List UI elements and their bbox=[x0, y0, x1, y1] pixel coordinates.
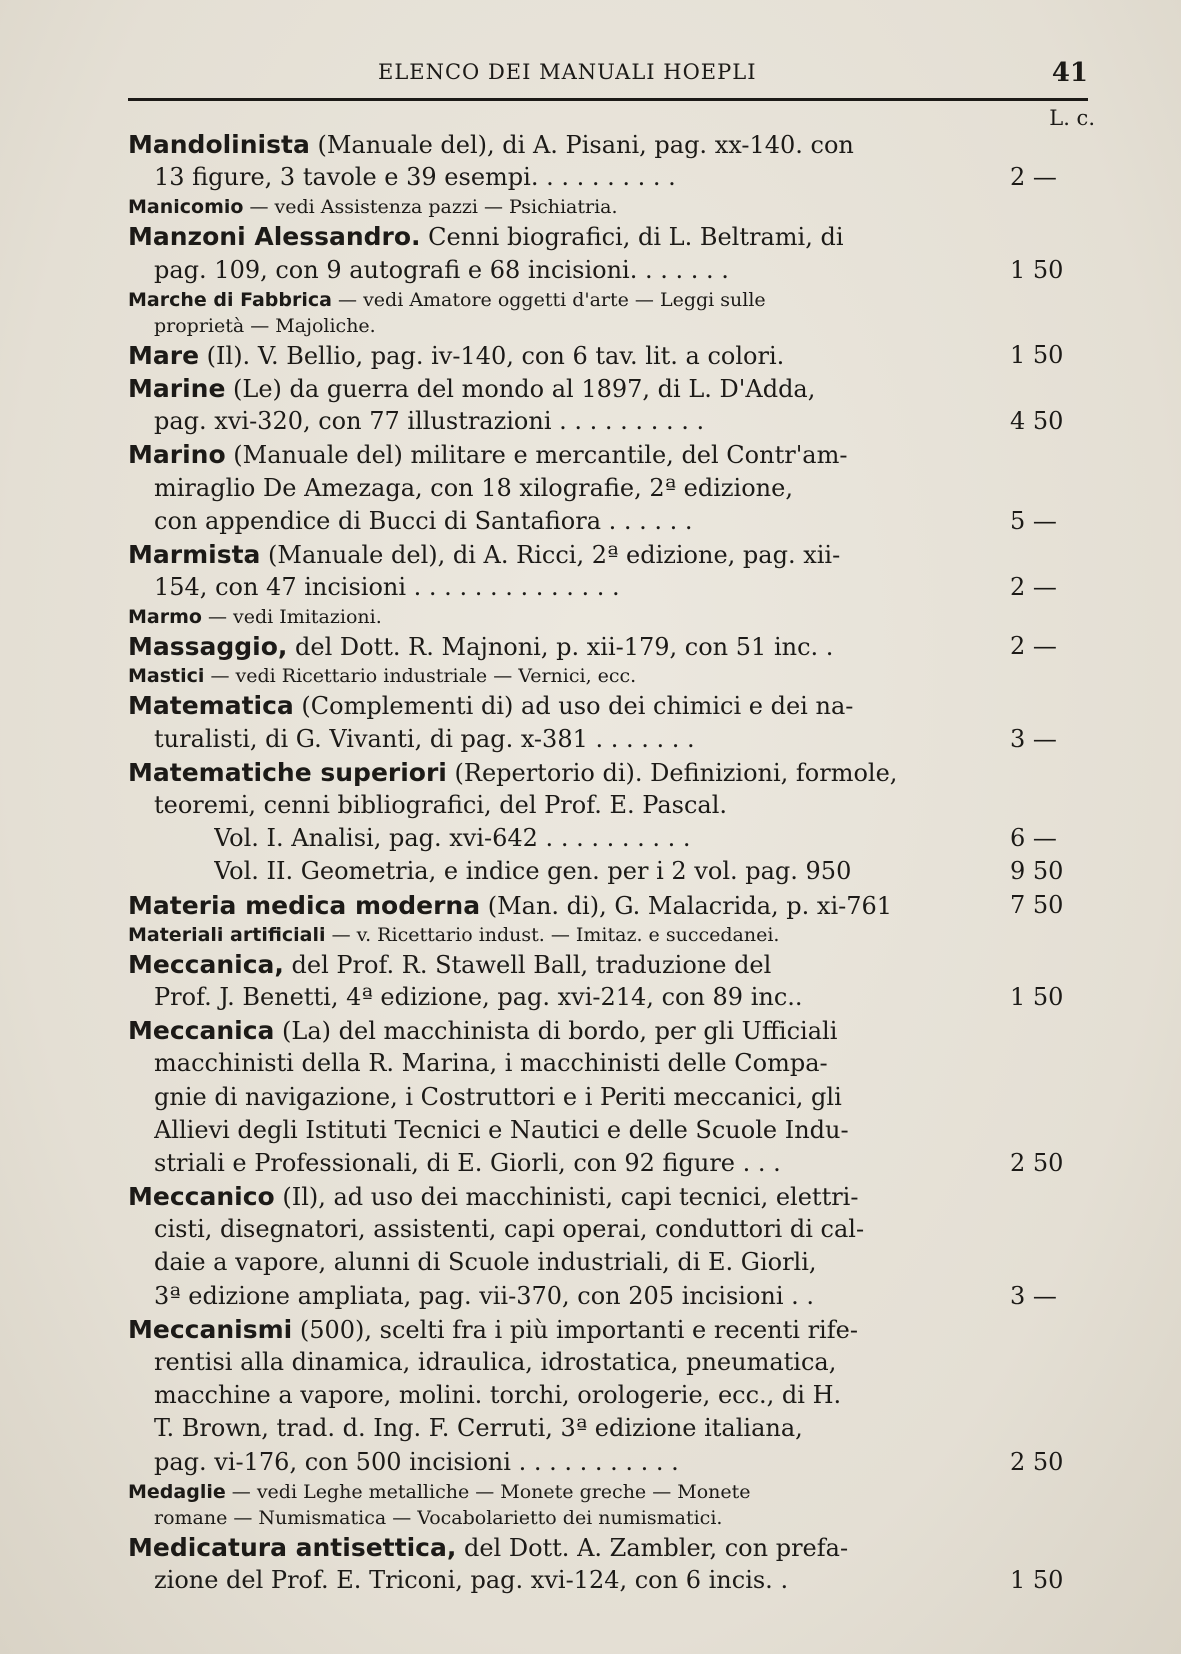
entry-body: (Il), ad uso dei macchinisti, capi tecnici, elettri- bbox=[274, 1183, 859, 1212]
header-rule bbox=[128, 98, 1088, 101]
entry-text bbox=[128, 287, 766, 313]
entry-list bbox=[128, 128, 1088, 1597]
entry-text bbox=[154, 1081, 842, 1114]
page-number: 41 bbox=[1051, 58, 1088, 88]
entry-line bbox=[128, 1531, 1088, 1564]
entry-line bbox=[128, 1147, 1088, 1180]
catalog-entry bbox=[128, 438, 1088, 538]
entry-body: del Dott. R. Majnoni, p. xii-179, con 51 inc. . bbox=[287, 633, 834, 662]
entry-line bbox=[128, 889, 1088, 922]
entry-headword: Marmo bbox=[128, 606, 202, 629]
entry-text bbox=[128, 538, 840, 571]
entry-text bbox=[128, 889, 892, 922]
entry-price: 2 — bbox=[1010, 632, 1057, 661]
entry-headword: Manzoni Alessandro. bbox=[128, 222, 421, 252]
catalog-entry bbox=[128, 1180, 1088, 1313]
entry-text bbox=[154, 1564, 788, 1597]
entry-line bbox=[128, 1213, 1088, 1246]
entry-body: macchinisti della R. Marina, i macchinisti delle Compa- bbox=[154, 1049, 828, 1078]
catalog-entry bbox=[128, 756, 1088, 889]
entry-line bbox=[128, 1446, 1088, 1479]
entry-line bbox=[128, 1280, 1088, 1313]
entry-body: 13 figure, 3 tavole e 39 esempi. . . . . . . . . . bbox=[154, 163, 676, 192]
catalog-entry bbox=[128, 372, 1088, 438]
entry-headword: Mastici bbox=[128, 665, 205, 688]
entry-headword: Massaggio, bbox=[128, 632, 288, 662]
entry-headword: Meccanica, bbox=[128, 949, 284, 979]
entry-text bbox=[128, 372, 815, 405]
entry-body: (Man. di), G. Malacrida, p. xi-761 bbox=[480, 891, 893, 920]
entry-line bbox=[128, 922, 1088, 948]
entry-body: romane — Numismatica — Vocabolarietto dei numismatici. bbox=[154, 1506, 723, 1529]
entry-headword: Marino bbox=[128, 440, 226, 470]
entry-headword: Materiali artificiali bbox=[128, 923, 326, 946]
entry-text bbox=[154, 1412, 803, 1445]
entry-body: (Manuale del) militare e mercantile, del Contr'am- bbox=[225, 441, 848, 470]
entry-body: — v. Ricettario indust. — Imitaz. e succedanei. bbox=[325, 923, 780, 946]
entry-line bbox=[128, 1180, 1088, 1213]
entry-text bbox=[154, 1346, 836, 1379]
entry-body: — vedi Imitazioni. bbox=[201, 606, 382, 629]
entry-headword: Medaglie bbox=[128, 1480, 226, 1503]
entry-body: pag. xvi-320, con 77 illustrazioni . . . . . . . . . . bbox=[154, 407, 705, 436]
entry-line bbox=[128, 1114, 1088, 1147]
entry-body: Allievi degli Istituti Tecnici e Nautici e delle Scuole Indu- bbox=[154, 1115, 849, 1144]
entry-body: Vol. II. Geometria, e indice gen. per i 2 vol. pag. 950 bbox=[214, 857, 852, 886]
entry-text bbox=[154, 1280, 814, 1313]
entry-text bbox=[128, 1313, 858, 1346]
entry-body: con appendice di Bucci di Santafiora . . . . . . bbox=[154, 506, 693, 535]
catalog-entry bbox=[128, 1531, 1088, 1597]
entry-body: — vedi Ricettario industriale — Vernici, ecc. bbox=[204, 665, 637, 688]
entry-text bbox=[128, 1531, 848, 1564]
entry-text bbox=[154, 723, 695, 756]
entry-text bbox=[128, 630, 833, 663]
entry-body: 154, con 47 incisioni . . . . . . . . . . . . . . bbox=[154, 573, 620, 602]
entry-price: 2 50 bbox=[1010, 1447, 1064, 1476]
entry-text bbox=[128, 194, 618, 220]
entry-body: pag. vi-176, con 500 incisioni . . . . . . . . . . . bbox=[154, 1447, 679, 1476]
entry-headword: Manicomio bbox=[128, 196, 244, 219]
catalog-entry bbox=[128, 604, 1088, 630]
entry-body: (Complementi di) ad uso dei chimici e dei na- bbox=[293, 692, 854, 721]
entry-body: T. Brown, trad. d. Ing. F. Cerruti, 3ª edizione italiana, bbox=[154, 1414, 803, 1443]
catalog-entry bbox=[128, 948, 1088, 1014]
entry-body: Prof. J. Benetti, 4ª edizione, pag. xvi-214, con 89 inc.. bbox=[154, 982, 803, 1011]
entry-line bbox=[128, 789, 1088, 822]
entry-text bbox=[128, 128, 854, 161]
entry-line bbox=[128, 472, 1088, 505]
entry-line bbox=[128, 1246, 1088, 1279]
entry-price: 5 — bbox=[1010, 506, 1057, 535]
entry-price: 1 50 bbox=[1010, 255, 1064, 284]
entry-headword: Marmista bbox=[128, 539, 261, 569]
entry-text bbox=[154, 505, 693, 538]
entry-line bbox=[128, 287, 1088, 313]
entry-body: — vedi Leghe metalliche — Monete greche — Monete bbox=[225, 1480, 751, 1503]
entry-line bbox=[128, 1014, 1088, 1047]
entry-text bbox=[154, 1379, 841, 1412]
entry-body: daie a vapore, alunni di Scuole industriali, di E. Giorli, bbox=[154, 1248, 817, 1277]
entry-line bbox=[128, 981, 1088, 1014]
entry-text bbox=[128, 604, 382, 630]
entry-line bbox=[128, 604, 1088, 630]
entry-line bbox=[128, 1346, 1088, 1379]
entry-text bbox=[128, 756, 897, 789]
entry-body: teoremi, cenni bibliografici, del Prof. E. Pascal. bbox=[154, 791, 728, 819]
currency-label: L. c. bbox=[1049, 106, 1095, 130]
entry-text bbox=[154, 1147, 781, 1180]
entry-price: 1 50 bbox=[1010, 982, 1064, 1011]
entry-body: cisti, disegnatori, assistenti, capi operai, conduttori di cal- bbox=[154, 1215, 865, 1244]
entry-line bbox=[128, 254, 1088, 287]
entry-line bbox=[128, 194, 1088, 220]
entry-body: del Prof. R. Stawell Ball, traduzione del bbox=[283, 950, 772, 979]
entry-price: 1 50 bbox=[1010, 1565, 1064, 1594]
entry-line bbox=[128, 538, 1088, 571]
entry-price: 3 — bbox=[1010, 1281, 1057, 1310]
entry-body: macchine a vapore, molini. torchi, orologerie, ecc., di H. bbox=[154, 1381, 842, 1410]
entry-text bbox=[128, 689, 853, 722]
entry-line bbox=[128, 663, 1088, 689]
entry-price: 2 — bbox=[1010, 163, 1057, 192]
entry-body: pag. 109, con 9 autografi e 68 incisioni. . . . . . . bbox=[154, 255, 729, 284]
entry-text bbox=[128, 1014, 837, 1047]
entry-line bbox=[128, 405, 1088, 438]
entry-line bbox=[128, 1313, 1088, 1346]
catalog-entry bbox=[128, 128, 1088, 194]
entry-price: 2 50 bbox=[1010, 1148, 1064, 1177]
entry-price: 2 — bbox=[1010, 573, 1057, 602]
entry-headword: Matematica bbox=[128, 691, 294, 721]
entry-text bbox=[154, 789, 727, 822]
entry-line bbox=[128, 1081, 1088, 1114]
entry-body: miraglio De Amezaga, con 18 xilografie, 2ª edizione, bbox=[154, 473, 793, 502]
entry-headword: Mare bbox=[128, 340, 200, 370]
catalog-entry bbox=[128, 689, 1088, 755]
entry-line bbox=[128, 1047, 1088, 1080]
entry-body: (Il). V. Bellio, pag. iv-140, con 6 tav. lit. a colori. bbox=[199, 341, 785, 370]
entry-line bbox=[128, 128, 1088, 161]
entry-line bbox=[128, 313, 1088, 339]
entry-body: gnie di navigazione, i Costruttori e i Periti meccanici, gli bbox=[154, 1082, 842, 1111]
entry-line bbox=[128, 756, 1088, 789]
entry-price: 1 50 bbox=[1010, 340, 1064, 369]
running-title: ELENCO DEI MANUALI HOEPLI bbox=[378, 60, 757, 84]
entry-line bbox=[128, 339, 1088, 372]
entry-line bbox=[128, 1505, 1088, 1531]
catalog-entry bbox=[128, 287, 1088, 339]
catalog-entry bbox=[128, 220, 1088, 286]
entry-body: proprietà — Majoliche. bbox=[154, 314, 376, 337]
entry-text bbox=[128, 438, 847, 471]
entry-text bbox=[154, 571, 620, 604]
entry-line bbox=[128, 689, 1088, 722]
entry-text bbox=[154, 1246, 817, 1279]
entry-price: 4 50 bbox=[1010, 407, 1064, 436]
entry-text bbox=[214, 855, 851, 888]
entry-line bbox=[128, 220, 1088, 253]
entry-body: rentisi alla dinamica, idraulica, idrostatica, pneumatica, bbox=[154, 1348, 837, 1376]
entry-text bbox=[214, 822, 691, 855]
entry-headword: Matematiche superiori bbox=[128, 757, 447, 787]
catalog-entry bbox=[128, 1313, 1088, 1479]
entry-text bbox=[128, 663, 636, 689]
entry-text bbox=[128, 220, 844, 253]
catalog-entry bbox=[128, 339, 1088, 372]
entry-headword: Meccanico bbox=[128, 1182, 275, 1212]
entry-body: — vedi Amatore oggetti d'arte — Leggi sulle bbox=[331, 288, 766, 311]
entry-line bbox=[128, 571, 1088, 604]
entry-text bbox=[154, 981, 803, 1014]
entry-text bbox=[154, 254, 729, 287]
entry-line bbox=[128, 505, 1088, 538]
catalog-entry bbox=[128, 663, 1088, 689]
entry-price: 9 50 bbox=[1010, 857, 1064, 886]
page-header bbox=[128, 58, 1088, 92]
entry-text bbox=[154, 1213, 864, 1246]
entry-headword: Medicatura antisettica, bbox=[128, 1532, 457, 1562]
catalog-entry bbox=[128, 630, 1088, 663]
entry-price: 3 — bbox=[1010, 724, 1057, 753]
entry-line bbox=[128, 1564, 1088, 1597]
entry-body: striali e Professionali, di E. Giorli, con 92 figure . . . bbox=[154, 1148, 781, 1177]
entry-headword: Mandolinista bbox=[128, 130, 310, 159]
entry-headword: Marche di Fabbrica bbox=[128, 288, 332, 311]
entry-text bbox=[154, 1505, 722, 1531]
entry-text bbox=[154, 1047, 828, 1080]
entry-price: 6 — bbox=[1010, 824, 1057, 853]
entry-line bbox=[128, 1479, 1088, 1505]
entry-line bbox=[128, 822, 1088, 855]
entry-headword: Meccanica bbox=[128, 1016, 275, 1046]
entry-body: Cenni biografici, di L. Beltrami, di bbox=[420, 223, 844, 252]
entry-text bbox=[128, 1479, 751, 1505]
entry-text bbox=[154, 313, 376, 339]
catalog-entry bbox=[128, 538, 1088, 604]
entry-body: (500), scelti fra i più importanti e recenti rife- bbox=[292, 1315, 858, 1344]
entry-line bbox=[128, 1412, 1088, 1445]
entry-body: (La) del macchinista di bordo, per gli Ufficiali bbox=[274, 1017, 838, 1046]
entry-body: zione del Prof. E. Triconi, pag. xvi-124, con 6 incis. . bbox=[154, 1565, 789, 1594]
entry-body: (Le) da guerra del mondo al 1897, di L. D'Adda, bbox=[225, 374, 816, 403]
entry-text bbox=[128, 339, 784, 372]
entry-text bbox=[128, 922, 779, 948]
entry-text bbox=[154, 1114, 849, 1147]
catalog-entry bbox=[128, 1479, 1088, 1531]
entry-body: (Manuale del), di A. Ricci, 2ª edizione, pag. xii- bbox=[260, 540, 841, 569]
entry-text bbox=[154, 1446, 679, 1479]
entry-headword: Meccanismi bbox=[128, 1314, 293, 1344]
entry-line bbox=[128, 723, 1088, 756]
entry-line bbox=[128, 855, 1088, 888]
entry-text bbox=[154, 405, 704, 438]
entry-headword: Marine bbox=[128, 373, 226, 403]
entry-price: 7 50 bbox=[1010, 890, 1064, 919]
entry-line bbox=[128, 630, 1088, 663]
entry-line bbox=[128, 161, 1088, 194]
entry-body: (Manuale del), di A. Pisani, pag. xx-140. con bbox=[309, 131, 854, 159]
entry-body: — vedi Assistenza pazzi — Psichiatria. bbox=[243, 196, 618, 219]
entry-body: 3ª edizione ampliata, pag. vii-370, con 205 incisioni . . bbox=[154, 1281, 815, 1310]
catalog-entry bbox=[128, 922, 1088, 948]
entry-line bbox=[128, 1379, 1088, 1412]
entry-text bbox=[128, 948, 771, 981]
entry-line bbox=[128, 438, 1088, 471]
entry-line bbox=[128, 948, 1088, 981]
entry-body: Vol. I. Analisi, pag. xvi-642 . . . . . . . . . . bbox=[214, 824, 691, 853]
catalog-entry bbox=[128, 889, 1088, 922]
catalog-entry bbox=[128, 194, 1088, 220]
entry-text bbox=[154, 161, 676, 194]
entry-headword: Materia medica moderna bbox=[128, 890, 481, 920]
entry-line bbox=[128, 372, 1088, 405]
entry-body: del Dott. A. Zambler, con prefa- bbox=[456, 1533, 849, 1562]
entry-text bbox=[154, 472, 793, 505]
entry-body: turalisti, di G. Vivanti, di pag. x-381 . . . . . . . bbox=[154, 724, 695, 753]
entry-body: (Repertorio di). Definizioni, formole, bbox=[446, 758, 898, 787]
entry-text bbox=[128, 1180, 858, 1213]
catalog-entry bbox=[128, 1014, 1088, 1180]
